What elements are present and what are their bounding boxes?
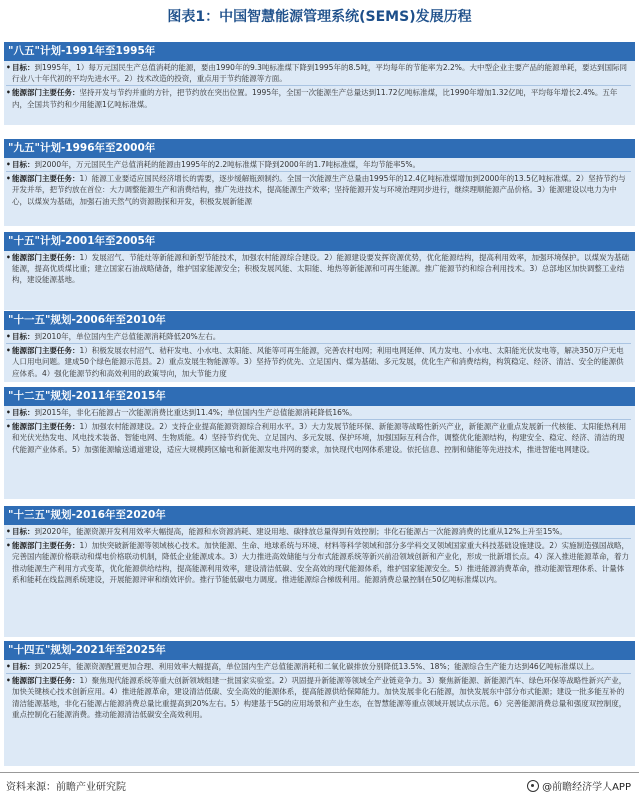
goal-item: [6, 159, 631, 170]
bullet-icon: •: [6, 88, 11, 98]
task-item: [6, 540, 631, 585]
bullet-icon: •: [6, 676, 11, 686]
task-item: [6, 173, 631, 207]
tasks-label: 能源部门主要任务：: [12, 174, 80, 184]
source-note: 资料来源：前瞻产业研究院: [6, 782, 126, 793]
tasks-text: 1）加强农村能源建设。2）支持企业提高能源资源综合利用水平。3）大力发展节能环保、新能源等战略性新兴产业，新能源产业重点发展新一代核能、太阳能热利用和光伏光热发电、风电技术装备、智能电网、生物质能。4）坚持节约优先、立足国内、多元发展、保护环境，加强国际互利合作，调整优化能源结构，构建安全、稳定、经济、清洁的现代能源产业体系。5）加强能源输送通道建设，适应大规模跨区输电和新能源发电并网的要求，加快现代电网体系建设。依托信息、控制和储能等先进技术，推进智能电网建设。: [12, 422, 627, 454]
phase-body: [4, 330, 635, 382]
bullet-icon: •: [6, 527, 11, 536]
goal-item: [6, 526, 631, 537]
phase-body: [4, 61, 635, 125]
goal-label: 目标：: [12, 408, 35, 417]
tasks-text: 坚持开发与节约并重的方针，把节约放在突出位置。1995年，全国一次能源生产总量达到11.72亿吨标准煤，比1990年增加1.32亿吨，平均每年增长2.4%。五年内，全国共节约和少用能源1亿吨标准煤。: [12, 88, 618, 109]
tasks-text: 1）能源工业要适应国民经济增长的需要，逐步缓解瓶颈制约。全国一次能源生产总量由1995年的12.4亿吨标准煤增加到2000年的13.5亿吨标准煤。2）坚持节约与开发并举，把节约放在首位：大力调整能源生产和消费结构，推广先进技术，提高能源生产效率；坚持能源开发与环境治理同步进行，继续理顺能源产品价格。3）能源建设以电力为中心，以煤炭为基础，加强石油天然气的资源勘探和开发，积极发展新能源: [12, 174, 626, 206]
watermark: [527, 778, 631, 793]
tasks-text: 1）发展沼气、节能灶等新能源和新型节能技术，加强农村能源综合建设。2）能源建设要发挥资源优势，优化能源结构，提高利用效率，加强环境保护。以煤炭为基础能源，提高优质煤比重；建立国家石油战略储备，维护国家能源安全；积极发展风能、太阳能、地热等新能源和可再生能源。推广能源节约和综合利用技术。3）总部地区加快调整工业结构，建设能源基地。: [12, 253, 630, 285]
bullet-icon: •: [6, 253, 11, 262]
divider: [6, 673, 631, 674]
phase-heading: "十四五"规划-2021年至2025年: [4, 641, 635, 660]
goal-item: [6, 661, 631, 672]
bullet-icon: •: [6, 662, 11, 671]
phase-heading: "十二五"规划-2011年至2015年: [4, 387, 635, 406]
task-item: [6, 345, 631, 379]
phase-block-13th-plan: [4, 506, 635, 637]
tasks-label: 能源部门主要任务：: [12, 88, 80, 98]
goal-text: 到2020年，能源资源开发利用效率大幅提高，能源和水资源消耗、建设用地、碳排放总量得到有效控制；非化石能源占一次能源消费的比重从12%上升至15%。: [34, 527, 567, 536]
phase-block-12th-plan: [4, 387, 635, 499]
phase-body: [4, 660, 635, 766]
phase-body: [4, 525, 635, 637]
goal-label: 目标：: [12, 160, 35, 169]
page-title: 图表1：中国智慧能源管理系统(SEMS)发展历程: [167, 9, 472, 25]
goal-item: [6, 331, 631, 342]
bullet-icon: •: [6, 422, 11, 432]
bullet-icon: •: [6, 541, 11, 551]
phase-heading: "九五"计划-1996年至2000年: [4, 139, 635, 158]
task-item: [6, 421, 631, 455]
tasks-label: 能源部门主要任务：: [12, 253, 80, 262]
bullet-icon: •: [6, 332, 11, 341]
phase-heading: "十五"计划-2001年至2005年: [4, 232, 635, 251]
goal-label: 目标：: [12, 527, 35, 536]
tasks-text: 1）积极发展农村沼气、秸秆发电、小水电、太阳能、风能等可再生能源，完善农村电网；利用电网延伸、风力发电、小水电、太阳能光伏发电等，解决350万户无电人口用电问题。建成50个绿色能源示范县。2）重点发展生物能源等。3）坚持节约优先、立足国内、煤为基础、多元发展，优化生产和消费结构，构筑稳定、经济、清洁、安全的能源供应体系。4）强化能源节约和高效利用的政策导向，加大节能力度: [12, 346, 624, 378]
divider: [6, 538, 631, 539]
divider: [6, 343, 631, 344]
bullet-icon: •: [6, 63, 11, 72]
divider: [6, 419, 631, 420]
phase-block-9th-plan: [4, 139, 635, 226]
task-item: [6, 675, 631, 720]
phase-heading: "八五"计划-1991年至1995年: [4, 42, 635, 61]
goal-item: [6, 62, 631, 84]
task-item: [6, 252, 631, 286]
phase-heading: "十一五"规划-2006年至2010年: [4, 311, 635, 330]
footer: [0, 772, 639, 796]
phase-block-14th-plan: [4, 641, 635, 766]
tasks-text: 1）聚焦现代能源系统等重大创新领域组建一批国家实验室。2）巩固提升新能源等领域全产业链竞争力。3）聚焦新能源、新能源汽车、绿色环保等战略性新兴产业，加快关键核心技术创新应用。4）推进能源革命，建设清洁低碳、安全高效的能源体系，提高能源供给保障能力。加快发展非化石能源，加快发展东中部分布式能源；建设一批多能互补的清洁能源基地，非化石能源占能源消费总量比重提高到20%左右。5）构建基于5G的应用场景和产业生态，在智慧能源等重点领域开展试点示范。6）完善能源消费总量和强度双控制度，重点控制化石能源消费。推动能源清洁低碳安全高效利用。: [12, 676, 627, 719]
task-item: [6, 87, 631, 109]
goal-text: 到1995年，1）每万元国民生产总值消耗的能源，要由1990年的9.3吨标准煤下降到1995年的8.5吨，平均每年的节能率为2.2%。大中型企业主要产品的能源单耗，要达到国际同行业八十年代初的平均先进水平。2）技术改造的投资，重点用于节约能源等方面。: [12, 63, 627, 84]
goal-text: 到2025年，能源资源配置更加合理、利用效率大幅提高，单位国内生产总值能源消耗和二氧化碳排放分别降低13.5%、18%；能源综合生产能力达到46亿吨标准煤以上。: [34, 662, 599, 671]
goal-text: 到2000年，万元国民生产总值消耗的能源由1995年的2.2吨标准煤下降到2000年的1.7吨标准煤，年均节能率5%。: [34, 160, 421, 169]
goal-text: 到2015年，非化石能源占一次能源消费比重达到11.4%；单位国内生产总值能源消耗降低16%。: [34, 408, 357, 417]
goal-label: 目标：: [12, 662, 35, 671]
bullet-icon: •: [6, 346, 11, 356]
app-logo-icon: [527, 780, 539, 792]
divider: [6, 85, 631, 86]
phase-block-10th-plan: [4, 232, 635, 310]
phase-block-8th-plan: [4, 42, 635, 125]
goal-item: [6, 407, 631, 418]
bullet-icon: •: [6, 174, 11, 184]
phase-heading: "十三五"规划-2016年至2020年: [4, 506, 635, 525]
tasks-label: 能源部门主要任务：: [12, 422, 80, 432]
tasks-label: 能源部门主要任务：: [12, 541, 80, 551]
watermark-text: @前瞻经济学人APP: [542, 782, 631, 793]
goal-text: 到2010年，单位国内生产总值能源消耗降低20%左右。: [34, 332, 221, 341]
divider: [6, 171, 631, 172]
goal-label: 目标：: [12, 63, 35, 72]
bullet-icon: •: [6, 408, 11, 417]
phase-body: [4, 158, 635, 226]
tasks-text: 1）加快突破新能源等领域核心技术。加快能源、生命、地球系统与环境、材料等科学领域和部分多学科交叉领域国家重大科技基础设施建设。2）实施制造强国战略，完善国内能源价格联动和煤电价格联动机制，降低企业能源成本。3）大力推进高效储能与分布式能源系统等新兴前沿领域创新和产业化，形成一批新增长点。4）深入推进能源革命，着力推动能源生产利用方式变革，优化能源供给结构，提高能源利用效率，建设清洁低碳、安全高效的现代能源体系，维护国家能源安全。5）推进能源消费革命，推动能源管理体系、计量体系和能耗在线监测系统建设，开展能源评审和绩效评价。推行节能低碳电力调度。推进能源综合梯级利用。能源消费总量控制在50亿吨标准煤以内。: [12, 541, 630, 584]
goal-label: 目标：: [12, 332, 35, 341]
phase-body: [4, 406, 635, 499]
phase-block-11th-plan: [4, 311, 635, 382]
tasks-label: 能源部门主要任务：: [12, 346, 80, 356]
bullet-icon: •: [6, 160, 11, 169]
tasks-label: 能源部门主要任务：: [12, 676, 80, 686]
phase-body: [4, 251, 635, 310]
